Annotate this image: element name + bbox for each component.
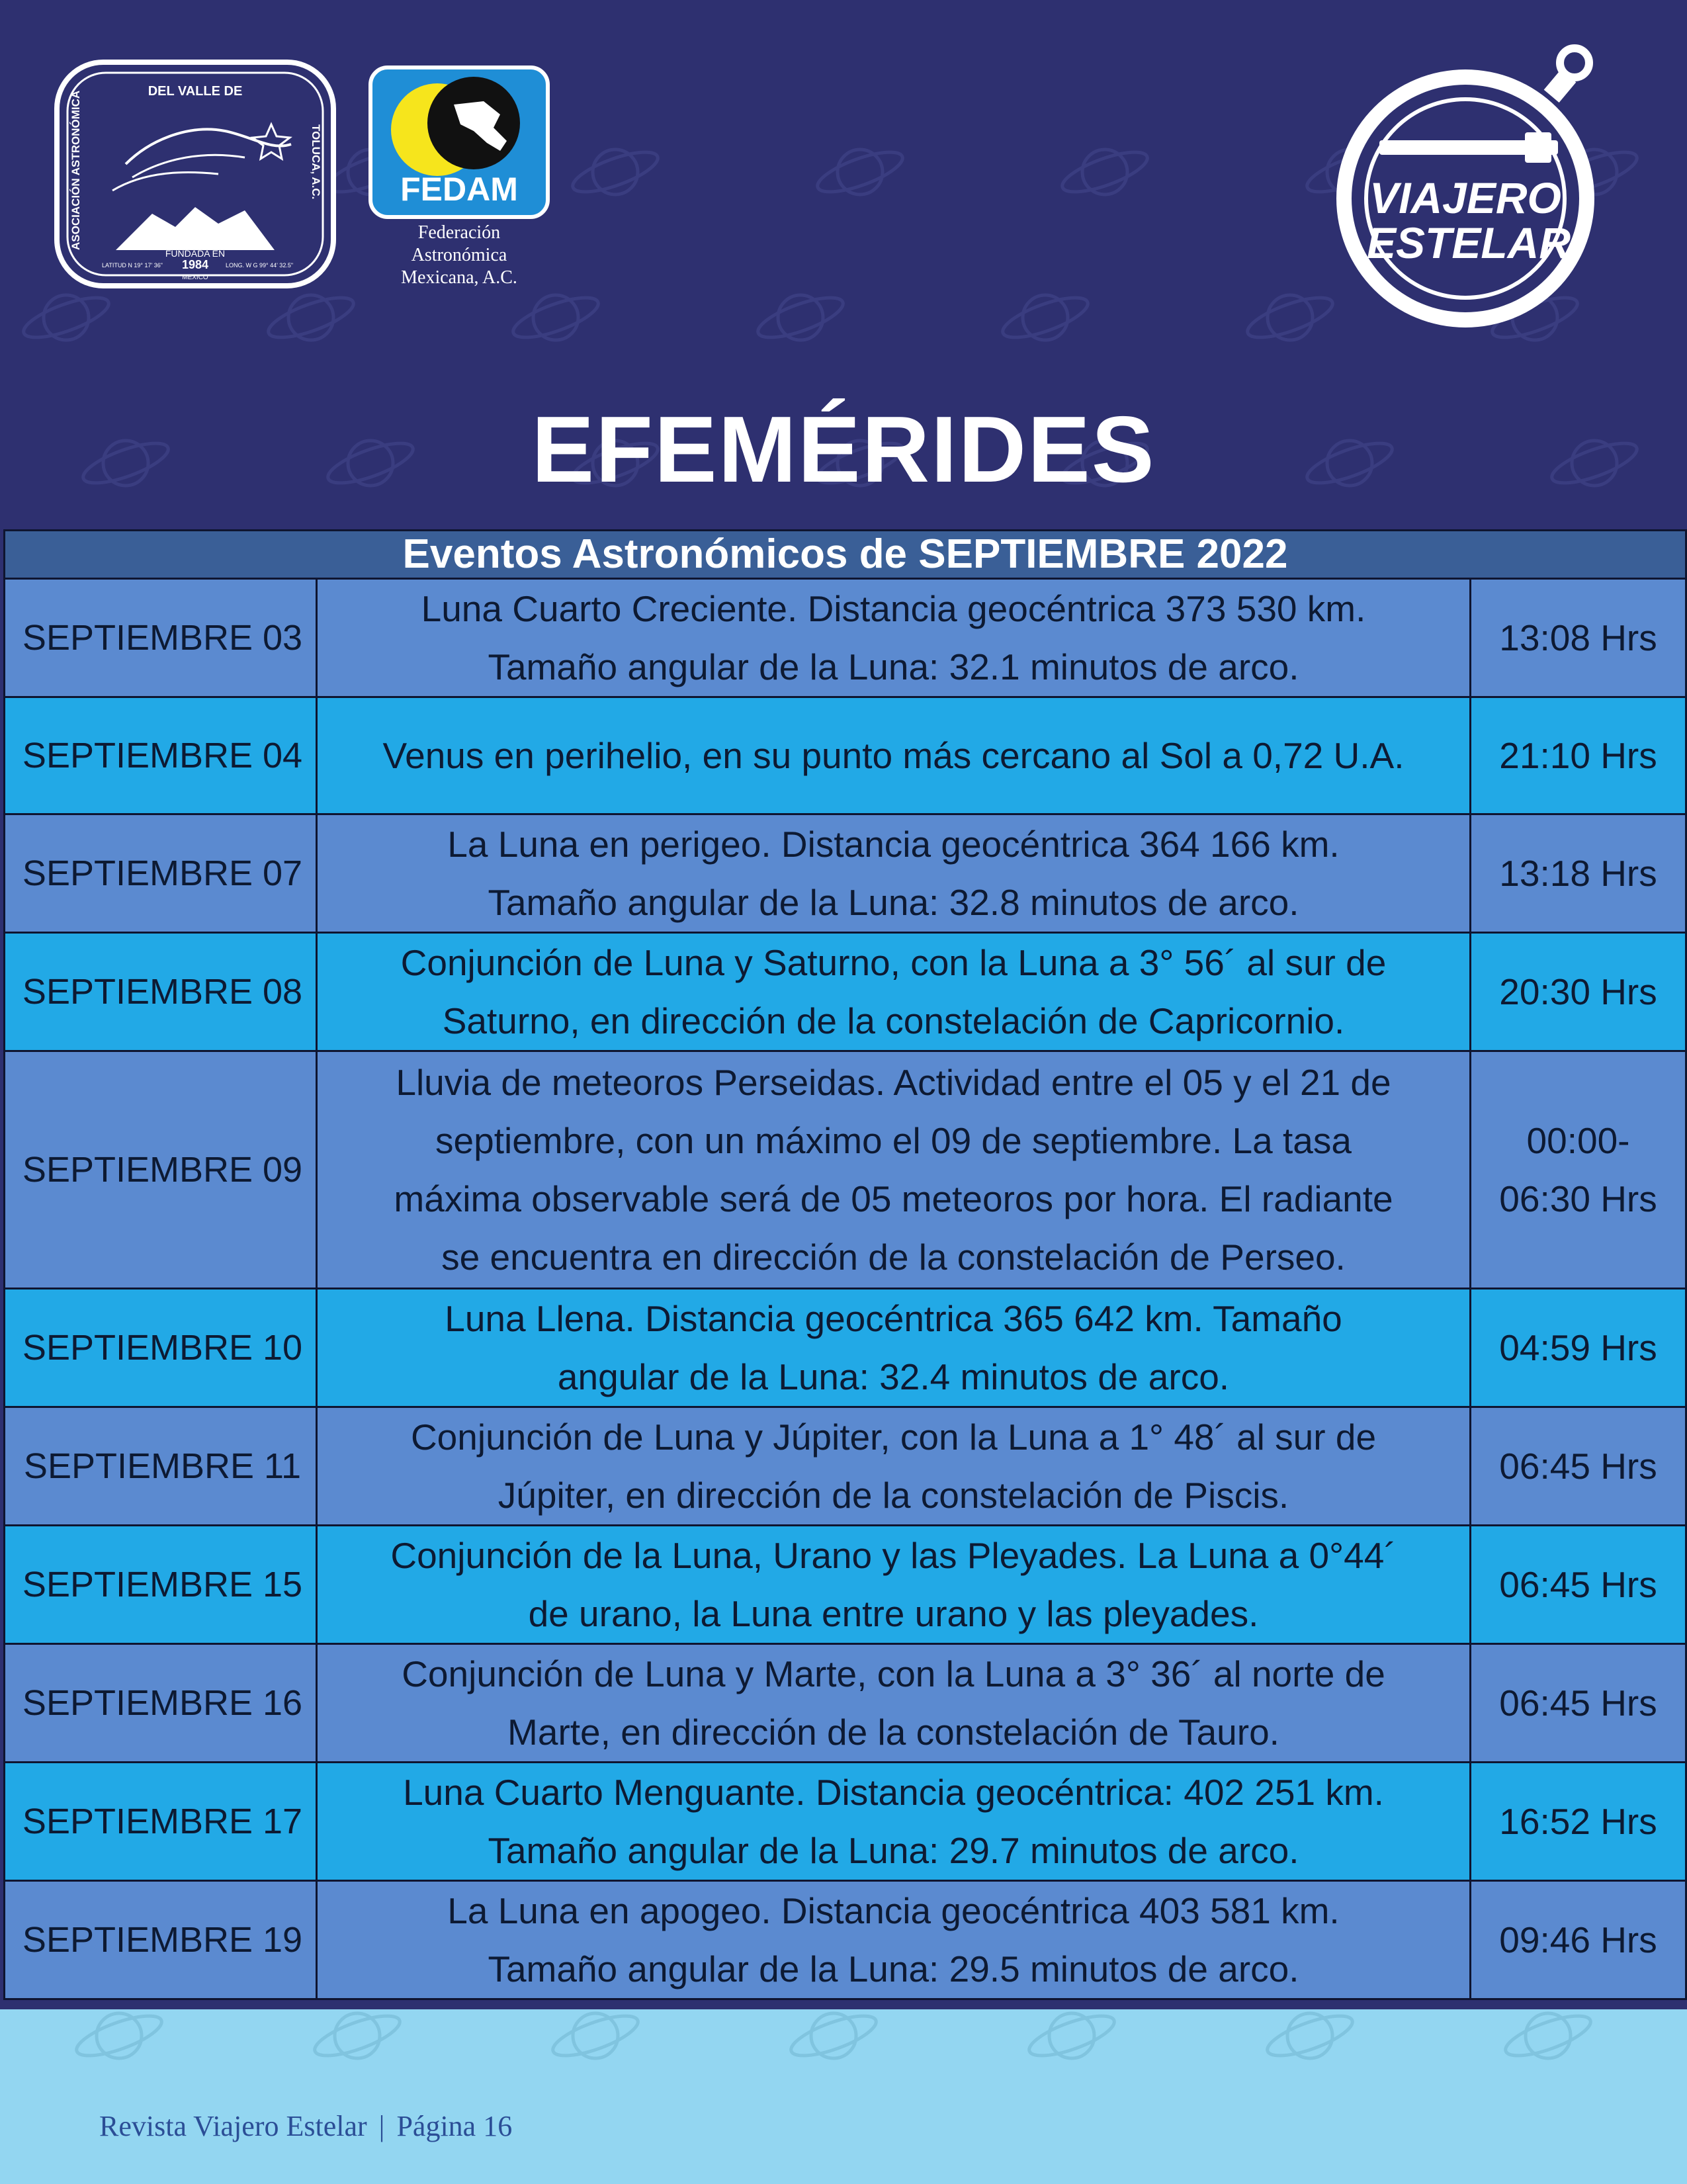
event-date: SEPTIEMBRE 11: [5, 1407, 317, 1526]
footer-page-number: Página 16: [396, 2110, 513, 2142]
event-description-line: Venus en perihelio, en su punto más cercano al Sol a 0,72 U.A.: [382, 735, 1405, 776]
avt-logo-arc-top: DEL VALLE DE: [148, 84, 243, 99]
event-date: SEPTIEMBRE 07: [5, 814, 317, 933]
fedam-logo-acronym: FEDAM: [400, 171, 518, 208]
event-date: SEPTIEMBRE 04: [5, 697, 317, 814]
event-description-line: se encuentra en dirección de la constelación de Perseo.: [441, 1237, 1346, 1278]
event-description: [317, 1051, 1471, 1289]
event-description-line: Júpiter, en dirección de la constelación de Piscis.: [497, 1475, 1289, 1516]
event-description: [317, 1644, 1471, 1763]
viajero-logo-line2: ESTELAR: [1366, 218, 1571, 267]
event-description: [317, 1289, 1471, 1407]
event-description-line: Luna Llena. Distancia geocéntrica 365 642 km. Tamaño: [445, 1298, 1342, 1339]
event-description-line: máxima observable será de 05 meteoros por hora. El radiante: [394, 1178, 1393, 1219]
event-date: SEPTIEMBRE 17: [5, 1763, 317, 1881]
events-table: [3, 529, 1687, 2000]
event-date: SEPTIEMBRE 19: [5, 1881, 317, 1999]
page-footer: [0, 2009, 1687, 2184]
avt-logo-year: 1984: [181, 258, 209, 271]
event-date: SEPTIEMBRE 08: [5, 933, 317, 1051]
event-description: [317, 1407, 1471, 1526]
event-description-line: angular de la Luna: 32.4 minutos de arco.: [557, 1356, 1230, 1397]
event-description-line: Tamaño angular de la Luna: 29.5 minutos de arco.: [488, 1948, 1299, 1989]
table-row: [5, 814, 1686, 933]
event-time: [1471, 1051, 1686, 1289]
event-description-line: Conjunción de Luna y Júpiter, con la Luna a 1° 48´ al sur de: [410, 1417, 1377, 1458]
event-description: [317, 1881, 1471, 1999]
fedam-logo-icon: [368, 65, 550, 290]
event-time-line: 06:30 Hrs: [1499, 1178, 1657, 1219]
footer-separator: |: [378, 2110, 385, 2142]
event-time: 21:10 Hrs: [1471, 697, 1686, 814]
event-description-line: La Luna en perigeo. Distancia geocéntrica 364 166 km.: [447, 824, 1340, 865]
table-row: [5, 1763, 1686, 1881]
avt-logo-icon: [53, 58, 337, 290]
viajero-logo-line1: VIAJERO: [1369, 173, 1561, 222]
avt-logo-arc-right: TOLUCA, A.C.: [310, 124, 322, 200]
event-time: 16:52 Hrs: [1471, 1763, 1686, 1881]
table-row: [5, 579, 1686, 697]
event-description-line: de urano, la Luna entre urano y las pleyades.: [528, 1593, 1259, 1634]
viajero-estelar-logo-icon: [1326, 40, 1624, 337]
event-description-line: La Luna en apogeo. Distancia geocéntrica 403 581 km.: [447, 1890, 1340, 1931]
footer-publication: Revista Viajero Estelar: [99, 2110, 367, 2142]
event-description-line: Tamaño angular de la Luna: 32.1 minutos de arco.: [488, 646, 1299, 687]
planet-watermark-footer: [0, 2009, 1687, 2089]
event-description: [317, 1763, 1471, 1881]
event-description-line: Luna Cuarto Creciente. Distancia geocéntrica 373 530 km.: [421, 588, 1366, 629]
event-description: [317, 1526, 1471, 1644]
events-table-container: [3, 529, 1685, 2000]
table-row: [5, 697, 1686, 814]
event-time: 13:18 Hrs: [1471, 814, 1686, 933]
fedam-logo-line3: Mexicana, A.C.: [401, 267, 517, 288]
table-row: [5, 1644, 1686, 1763]
event-description-line: Saturno, en dirección de la constelación de Capricornio.: [442, 1000, 1345, 1041]
avt-logo-founded: FUNDADA EN: [165, 248, 226, 259]
event-description-line: Tamaño angular de la Luna: 32.8 minutos de arco.: [488, 882, 1299, 923]
event-time: 06:45 Hrs: [1471, 1407, 1686, 1526]
event-description: [317, 579, 1471, 697]
table-caption-row: [5, 531, 1686, 579]
avt-logo-arc-left: ASOCIACIÓN ASTRONÓMICA: [69, 90, 82, 250]
event-time: 20:30 Hrs: [1471, 933, 1686, 1051]
page-title: EFEMÉRIDES: [531, 397, 1156, 502]
event-description-line: septiembre, con un máximo el 09 de septiembre. La tasa: [435, 1120, 1352, 1161]
table-row: [5, 1289, 1686, 1407]
event-description-line: Conjunción de Luna y Marte, con la Luna a 3° 36´ al norte de: [402, 1653, 1385, 1694]
event-description-line: Tamaño angular de la Luna: 29.7 minutos de arco.: [488, 1830, 1299, 1871]
event-time: 06:45 Hrs: [1471, 1526, 1686, 1644]
event-time: 06:45 Hrs: [1471, 1644, 1686, 1763]
table-row: [5, 933, 1686, 1051]
table-row: [5, 1051, 1686, 1289]
event-description-line: Marte, en dirección de la constelación de Tauro.: [507, 1712, 1279, 1753]
event-description-line: Conjunción de Luna y Saturno, con la Luna a 3° 56´ al sur de: [400, 942, 1387, 983]
event-description: [317, 814, 1471, 933]
page-header: [0, 0, 1687, 529]
event-date: SEPTIEMBRE 03: [5, 579, 317, 697]
table-row: [5, 1881, 1686, 1999]
event-description: [317, 933, 1471, 1051]
fedam-logo-line2: Astronómica: [411, 245, 507, 265]
event-time: 04:59 Hrs: [1471, 1289, 1686, 1407]
footer-text: [99, 2109, 512, 2143]
event-time: 13:08 Hrs: [1471, 579, 1686, 697]
event-description: [317, 697, 1471, 814]
event-date: SEPTIEMBRE 10: [5, 1289, 317, 1407]
avt-logo-place: MEXICO: [182, 274, 208, 281]
event-description-line: Conjunción de la Luna, Urano y las Pleyades. La Luna a 0°44´: [390, 1535, 1397, 1576]
avt-logo-long: LONG. W G 99° 44' 32.5": [225, 262, 294, 269]
fedam-logo-line1: Federación: [417, 222, 501, 243]
avt-logo-lat: LATITUD N 19° 17' 36": [102, 262, 163, 269]
event-time-line: 00:00-: [1526, 1120, 1630, 1161]
event-date: SEPTIEMBRE 09: [5, 1051, 317, 1289]
event-time: 09:46 Hrs: [1471, 1881, 1686, 1999]
table-row: [5, 1407, 1686, 1526]
table-caption: Eventos Astronómicos de SEPTIEMBRE 2022: [5, 531, 1686, 579]
event-description-line: Lluvia de meteoros Perseidas. Actividad entre el 05 y el 21 de: [396, 1062, 1391, 1103]
event-date: SEPTIEMBRE 16: [5, 1644, 317, 1763]
event-date: SEPTIEMBRE 15: [5, 1526, 317, 1644]
table-row: [5, 1526, 1686, 1644]
event-description-line: Luna Cuarto Menguante. Distancia geocéntrica: 402 251 km.: [403, 1772, 1384, 1813]
